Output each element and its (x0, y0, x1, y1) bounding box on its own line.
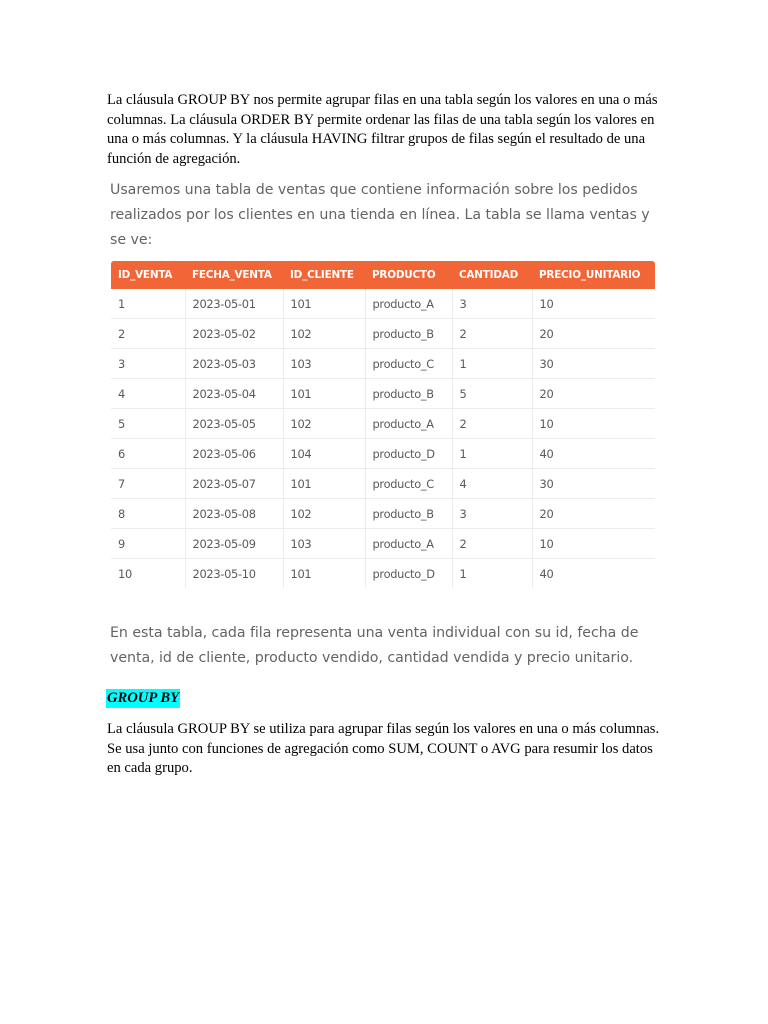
table-cell: 102 (283, 409, 365, 439)
table-cell: producto_A (365, 529, 452, 559)
table-row (111, 529, 655, 559)
table-cell: 5 (111, 409, 185, 439)
table-cell: 2 (452, 529, 532, 559)
table-cell: 40 (539, 566, 554, 581)
table-cell: 5 (452, 379, 532, 409)
column-header: ID_CLIENTE (290, 269, 354, 281)
table-cell: 101 (283, 379, 365, 409)
table-cell: 30 (532, 349, 655, 379)
table-description-paragraph: En esta tabla, cada fila representa una venta individual con su id, fecha de venta, id de cliente, producto vendido, cantidad vendida y precio unitario. (110, 625, 639, 666)
table-cell: 101 (283, 469, 365, 499)
section-heading: GROUP BY (107, 690, 180, 706)
table-cell: 1 (111, 289, 185, 319)
column-header: FECHA_VENTA (192, 269, 272, 281)
table-cell: producto_A (365, 289, 452, 319)
table-cell: 101 (283, 289, 365, 319)
table-cell: 2023-05-02 (185, 319, 283, 349)
table-body (111, 289, 655, 588)
table-cell: 2023-05-04 (185, 379, 283, 409)
table-intro-paragraph: Usaremos una tabla de ventas que contiene información sobre los pedidos realizados por los clientes en una tienda en línea. La tabla se llama ventas y se ve: (110, 182, 650, 248)
intro-paragraph: La cláusula GROUP BY nos permite agrupar filas en una tabla según los valores en una o más columnas. La cláusula ORDER BY permite ordenar las filas de una tabla según los valores en una o más columnas. Y la cláusula HAVING filtrar grupos de filas según el resultado de una función de agregación. (107, 92, 658, 167)
table-cell: 2023-05-01 (185, 289, 283, 319)
table-cell: producto_D (365, 559, 452, 589)
table-header-row (111, 261, 655, 289)
table-cell: 2 (111, 319, 185, 349)
table-cell: 7 (111, 469, 185, 499)
table-row (111, 439, 655, 469)
table-cell: 4 (111, 379, 185, 409)
table-cell: producto_D (365, 439, 452, 469)
table-cell: 8 (111, 499, 185, 529)
table-cell: 2023-05-08 (185, 499, 283, 529)
table-row (111, 409, 655, 439)
table-cell: 40 (532, 439, 655, 469)
table-cell: 103 (283, 349, 365, 379)
table-cell: 3 (111, 349, 185, 379)
table-row (111, 349, 655, 379)
table-cell: producto_B (365, 499, 452, 529)
ventas-table-container (111, 261, 655, 588)
table-row (111, 559, 655, 589)
table-cell: 30 (532, 469, 655, 499)
table-cell: 2023-05-06 (185, 439, 283, 469)
table-cell: 3 (452, 499, 532, 529)
table-cell: producto_B (365, 379, 452, 409)
table-row (111, 289, 655, 319)
table-cell: producto_A (365, 409, 452, 439)
table-cell: 20 (532, 319, 655, 349)
table-cell: producto_B (365, 319, 452, 349)
table-cell: 20 (532, 499, 655, 529)
table-cell: 6 (111, 439, 185, 469)
table-cell: 10 (532, 409, 655, 439)
table-cell: 4 (452, 469, 532, 499)
table-cell: 9 (111, 529, 185, 559)
table-row (111, 469, 655, 499)
table-cell: 2023-05-07 (185, 469, 283, 499)
table-cell: 1 (452, 559, 532, 589)
group-by-paragraph: La cláusula GROUP BY se utiliza para agrupar filas según los valores en una o más columnas. Se usa junto con funciones de agregación como SUM, COUNT o AVG para resumir los datos en cada grupo. (107, 721, 660, 776)
ventas-table (111, 261, 655, 588)
column-header: PRECIO_UNITARIO (539, 269, 641, 281)
table-cell: 2023-05-03 (185, 349, 283, 379)
table-cell: 1 (452, 439, 532, 469)
table-cell: 20 (532, 379, 655, 409)
table-cell: producto_C (365, 469, 452, 499)
table-cell: 101 (283, 559, 365, 589)
table-cell: 2 (452, 319, 532, 349)
table-cell: 2023-05-10 (185, 559, 283, 589)
column-header: PRODUCTO (372, 269, 436, 281)
table-cell: 103 (283, 529, 365, 559)
table-cell: 102 (283, 319, 365, 349)
table-cell: producto_C (365, 349, 452, 379)
column-header: CANTIDAD (459, 269, 519, 281)
table-cell: 2 (452, 409, 532, 439)
table-row (111, 379, 655, 409)
table-cell: 2023-05-05 (185, 409, 283, 439)
table-cell: 2023-05-09 (185, 529, 283, 559)
table-cell: 102 (283, 499, 365, 529)
table-cell: 10 (111, 559, 185, 589)
table-cell: 10 (532, 529, 655, 559)
table-row (111, 319, 655, 349)
table-cell: 1 (452, 349, 532, 379)
column-header: ID_VENTA (118, 269, 173, 281)
table-cell: 3 (452, 289, 532, 319)
table-cell: 104 (283, 439, 365, 469)
table-row (111, 499, 655, 529)
table-cell: 10 (532, 289, 655, 319)
